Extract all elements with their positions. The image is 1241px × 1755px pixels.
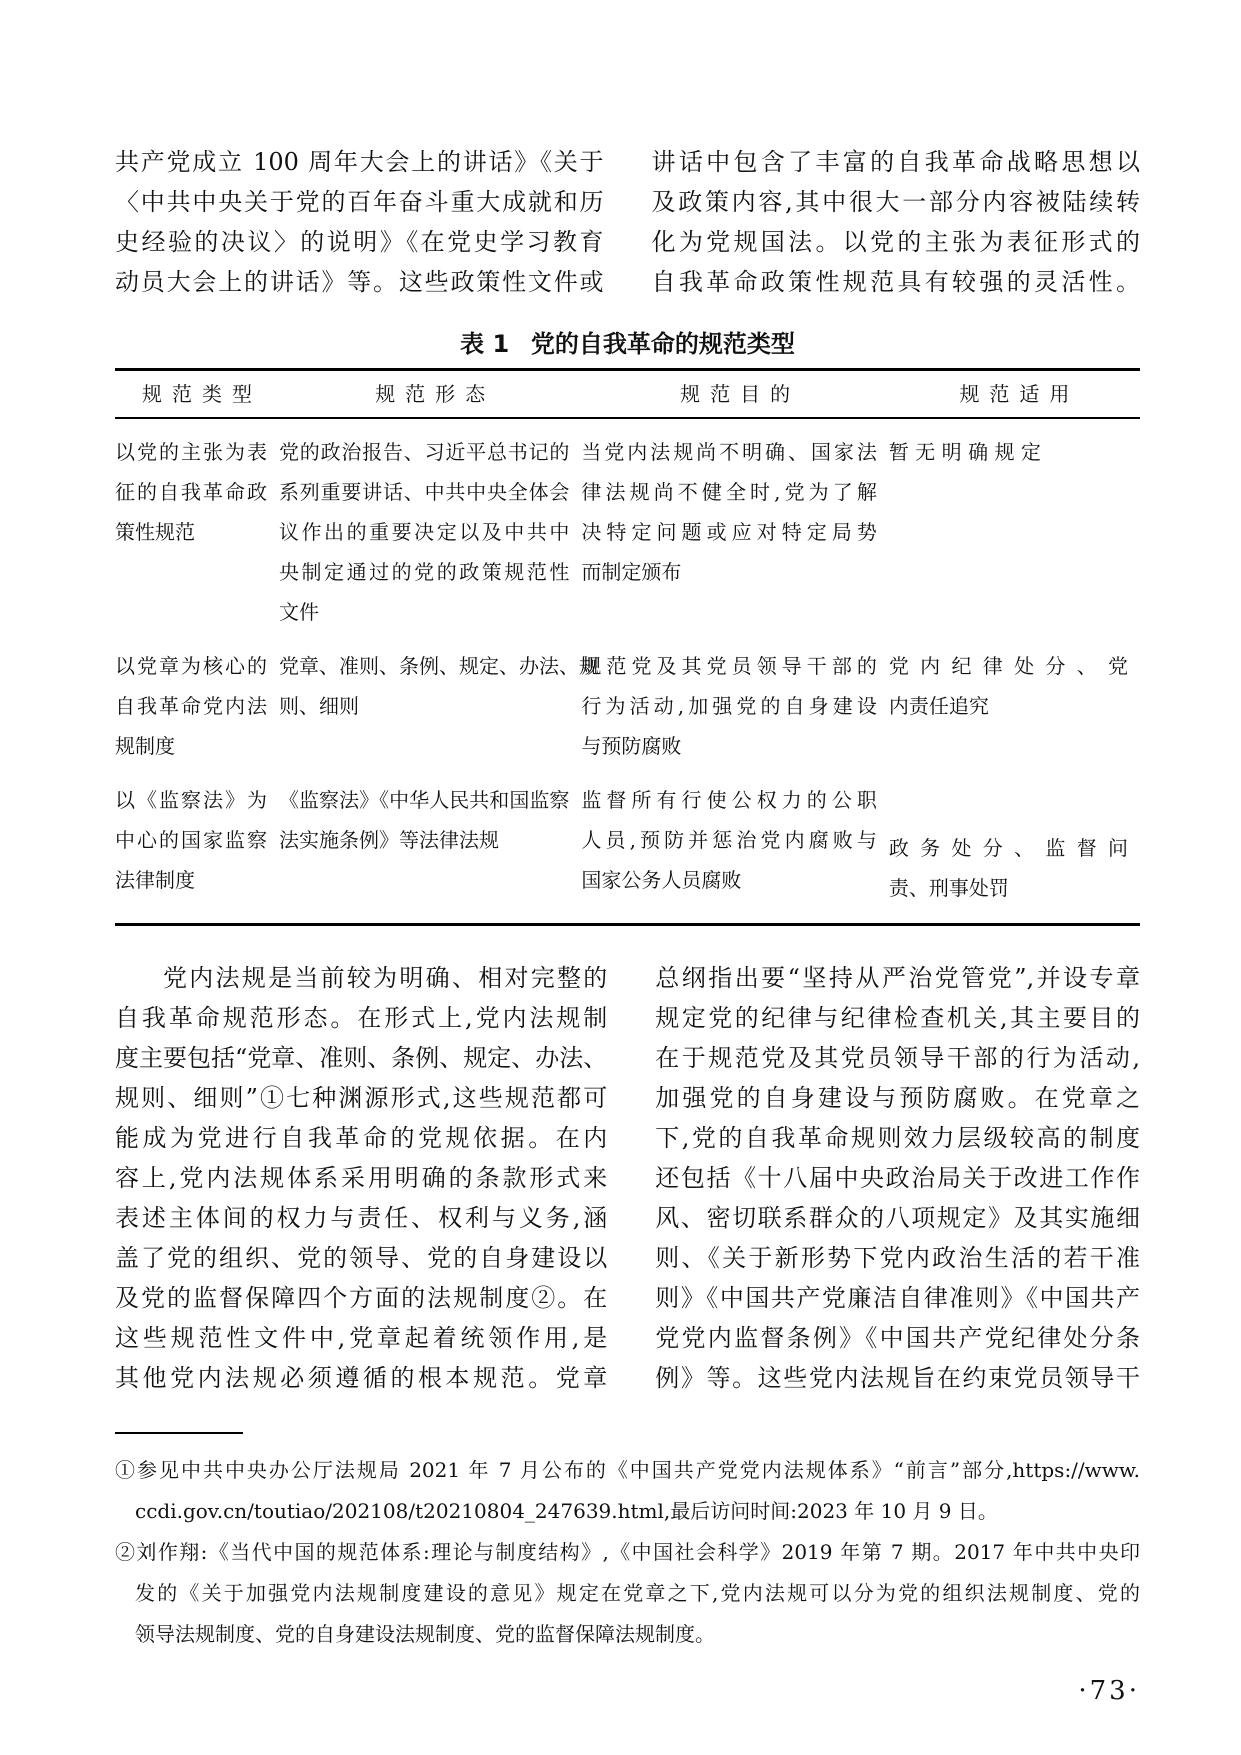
footnote-separator [115, 1432, 243, 1434]
table-cell-purpose [581, 780, 889, 908]
text-line: 风、密切联系群众的八项规定》及其实施细 [655, 1204, 1140, 1232]
body-right-column [655, 958, 1140, 1398]
text-line: 总纲指出要“坚持从严治党管党”,并设专章 [655, 964, 1140, 992]
column-header: 规范适用 [959, 382, 1080, 406]
intro-columns [115, 142, 1140, 302]
text-line: 党的政治报告、习近平总书记的 [279, 440, 570, 464]
text-line: 以《监察法》为 [115, 788, 267, 812]
text-line: 则》《中国共产党廉洁自律准则》《中国共产 [655, 1284, 1140, 1312]
text-line: ccdi.gov.cn/toutiao/202108/t20210804_247639.html,最后访问时间:2023 年 10 月 9 日。 [135, 1499, 998, 1523]
text-line: 领导法规制度、党的自身建设法规制度、党的监督保障法规制度。 [135, 1622, 715, 1646]
text-line: 暂无明确规定 [888, 440, 1048, 464]
intro-right-column [652, 142, 1141, 302]
text-line: 自我革命党内法 [115, 694, 267, 718]
table-caption-label: 表 1 [460, 330, 510, 358]
text-line: 征的自我革命政 [115, 480, 267, 504]
footnote-1 [115, 1450, 1140, 1532]
text-line: 下,党的自我革命规则效力层级较高的制度 [655, 1124, 1140, 1152]
text-line: ①参见中共中央办公厅法规局 2021 年 7 月公布的《中国共产党党内法规体系》“前言”部分,https://www. [115, 1458, 1140, 1482]
text-line: 共产党成立 100 周年大会上的讲话》《关于 [115, 148, 604, 176]
text-line: 发的《关于加强党内法规制度建设的意见》规定在党章之下,党内法规可以分为党的组织法规制度、党的 [135, 1581, 1140, 1605]
page-number: ·73· [1078, 1676, 1140, 1706]
text-line: 加强党的自身建设与预防腐败。在党章之 [655, 1084, 1140, 1112]
table-cell-application [889, 828, 1140, 908]
table-cell-form [279, 646, 599, 766]
text-line: 中心的国家监察 [115, 828, 267, 852]
table-cell-application [889, 432, 1140, 632]
text-line: 策性规范 [115, 520, 195, 544]
text-line: 责、刑事处罚 [888, 876, 1009, 900]
table-header-row [115, 371, 1140, 419]
text-line: 以党的主张为表 [115, 440, 267, 464]
text-line: 党内法规是当前较为明确、相对完整的 [163, 964, 608, 992]
text-line: 规定党的纪律与纪律检查机关,其主要目的 [655, 1004, 1140, 1032]
text-line: 党内纪律处分、党 [888, 654, 1128, 678]
column-header: 规范形态 [375, 382, 496, 406]
text-line: 系列重要讲话、中共中央全体会 [279, 480, 570, 504]
text-line: 则、《关于新形势下党内政治生活的若干准 [655, 1244, 1140, 1272]
body-left-column [115, 958, 607, 1398]
column-header: 规范目的 [680, 382, 801, 406]
text-line: 这些规范性文件中,党章起着统领作用,是 [115, 1324, 608, 1352]
table-cell-application [889, 646, 1140, 766]
text-line: 还包括《十八届中央政治局关于改进工作作 [655, 1164, 1140, 1192]
text-line: 及党的监督保障四个方面的法规制度②。在 [115, 1284, 608, 1312]
text-line: 及政策内容,其中很大一部分内容被陆续转 [651, 188, 1140, 216]
text-line: 史经验的决议〉的说明》《在党史学习教育 [115, 228, 604, 256]
normative-types-table [115, 368, 1140, 926]
text-line: 以党章为核心的 [115, 654, 267, 678]
text-line: 容上,党内法规体系采用明确的条款形式来 [115, 1164, 608, 1192]
text-line: 能成为党进行自我革命的党规依据。在内 [115, 1124, 608, 1152]
text-line: 法律制度 [115, 868, 195, 892]
table-caption [115, 328, 1140, 360]
text-line: 规则、细则”①七种渊源形式,这些规范都可 [115, 1084, 608, 1112]
text-line: 内责任追究 [888, 694, 989, 718]
text-line: 自我革命政策性规范具有较强的灵活性。 [651, 268, 1140, 296]
text-line: 度主要包括“党章、准则、条例、规定、办法、 [115, 1044, 608, 1072]
table-cell-purpose [581, 432, 889, 632]
table-cell-type [115, 432, 279, 632]
table-row [115, 432, 1140, 632]
text-line: 化为党规国法。以党的主张为表征形式的 [651, 228, 1140, 256]
column-header: 规范类型 [142, 382, 262, 406]
text-line: 议作出的重要决定以及中共中 [279, 520, 570, 544]
text-line: 行为活动,加强党的自身建设 [581, 694, 877, 718]
table-cell-type [115, 646, 279, 766]
text-line: 人员,预防并惩治党内腐败与 [581, 828, 877, 852]
text-line: 与预防腐败 [581, 734, 682, 758]
text-line: 法实施条例》等法律法规 [279, 828, 499, 852]
footnotes [115, 1432, 1140, 1655]
text-line: 规制度 [115, 734, 175, 758]
text-line: 国家公务人员腐败 [581, 868, 742, 892]
table-cell-purpose [581, 646, 889, 766]
table-cell-form [279, 780, 581, 908]
text-line: 例》等。这些党内法规旨在约束党员领导干 [655, 1364, 1140, 1392]
text-line: 央制定通过的党的政策规范性 [279, 560, 570, 584]
text-line: 则、细则 [279, 694, 359, 718]
intro-left-column [115, 142, 604, 302]
table-caption-title: 党的自我革命的规范类型 [530, 330, 795, 358]
text-line: 自我革命规范形态。在形式上,党内法规制 [115, 1004, 608, 1032]
text-line: 讲话中包含了丰富的自我革命战略思想以 [651, 148, 1140, 176]
body-columns [115, 958, 1140, 1398]
text-line: 其他党内法规必须遵循的根本规范。党章 [115, 1364, 608, 1392]
text-line: 在于规范党及其党员领导干部的行为活动, [655, 1044, 1140, 1072]
text-line: 《监察法》《中华人民共和国监察 [279, 788, 570, 812]
text-line: 动员大会上的讲话》等。这些政策性文件或 [115, 268, 604, 296]
text-line: 规范党及其党员领导干部的 [581, 654, 877, 678]
text-line: 党章、准则、条例、规定、办法、规 [279, 654, 599, 678]
text-line: ②刘作翔:《当代中国的规范体系:理论与制度结构》,《中国社会科学》2019 年第 7 期。2017 年中共中央印 [115, 1540, 1140, 1564]
text-line: 文件 [279, 600, 319, 624]
table-body [115, 419, 1140, 923]
text-line: 而制定颁布 [581, 560, 682, 584]
footnote-2 [115, 1532, 1140, 1655]
text-line: 盖了党的组织、党的领导、党的自身建设以 [115, 1244, 608, 1272]
table-cell-form [279, 432, 581, 632]
text-line: 政务处分、监督问 [888, 836, 1128, 860]
text-line: 监督所有行使公权力的公职 [581, 788, 877, 812]
text-line: 〈中共中央关于党的百年奋斗重大成就和历 [115, 188, 604, 216]
text-line: 决特定问题或应对特定局势 [581, 520, 877, 544]
text-line: 党党内监督条例》《中国共产党纪律处分条 [655, 1324, 1140, 1352]
text-line: 律法规尚不健全时,党为了解 [581, 480, 877, 504]
text-line: 表述主体间的权力与责任、权利与义务,涵 [115, 1204, 608, 1232]
text-line: 当党内法规尚不明确、国家法 [581, 440, 877, 464]
table-row [115, 780, 1140, 908]
table-cell-type [115, 780, 279, 908]
table-row [115, 646, 1140, 766]
